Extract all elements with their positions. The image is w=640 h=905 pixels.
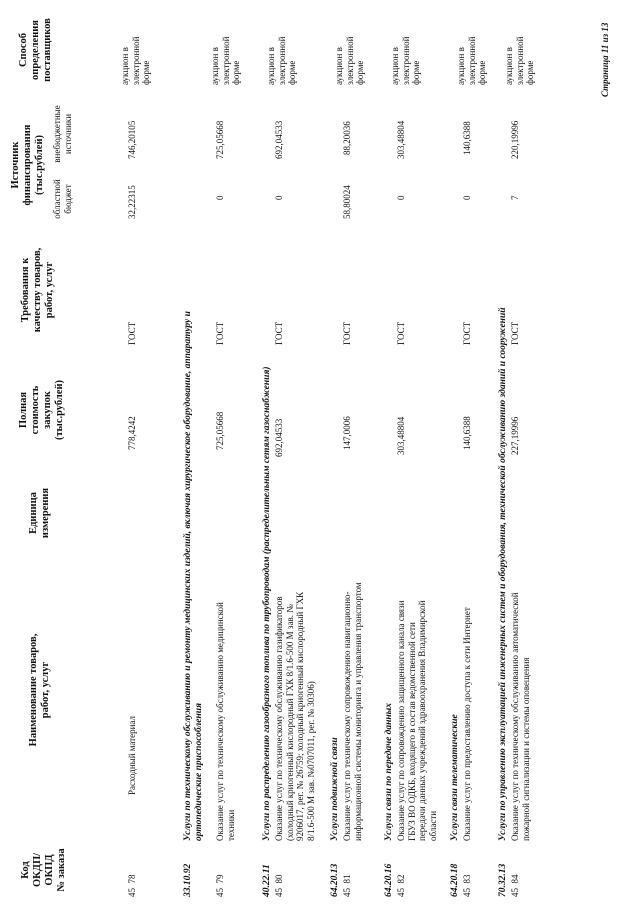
row-79-name: Оказание услуг по техническому обслуживанию медицинской техники (215, 602, 236, 841)
row-80-method: аукцион в электронной форме (266, 36, 297, 85)
header-source-regional: областной бюджет (52, 179, 73, 219)
row-82-code: 45 82 (396, 874, 406, 897)
row-80-total: 692,04533 (274, 418, 284, 457)
row-81-extra: 88,20036 (342, 121, 352, 155)
row-82-method: аукцион в электронной форме (390, 36, 421, 85)
row-84-method: аукцион в электронной форме (504, 36, 535, 85)
row-83-total: 140,6388 (462, 416, 472, 450)
row-79-quality: ГОСТ (215, 321, 225, 345)
section-title-33-10-92: Услуги по техническому обслуживанию и ремонту медицинских изделий, включая хирургическое оборудование, аппаратуру и ортопедические приспособления (183, 311, 204, 841)
header-source-extra: внебюджетные источники (52, 105, 73, 163)
row-84-quality: ГОСТ (510, 321, 520, 345)
row-78-quality: ГОСТ (127, 321, 137, 345)
row-81-code: 45 81 (342, 874, 352, 897)
section-code-64-20-18: 64.20.18 (450, 863, 460, 897)
section-code-64-20-16: 64.20.16 (384, 863, 394, 897)
row-81-quality: ГОСТ (342, 321, 352, 345)
header-quality: Требования к качеству товаров, работ, услуг (20, 247, 55, 333)
row-83-name: Оказание услуг по предоставлению доступа к сети Интернет (462, 607, 472, 841)
row-81-method: аукцион в электронной форме (334, 36, 365, 85)
section-title-70-32-13: Услуги по управлению эксплуатацией инженерных систем и оборудования, технической обслуживанию зданий и сооружений (498, 307, 508, 841)
section-title-64-20-16: Услуги связи по передаче данных (384, 702, 394, 841)
section-code-40-22-11: 40.22.11 (262, 864, 272, 897)
row-79-code: 45 79 (215, 874, 225, 897)
row-83-code: 45 83 (462, 874, 472, 897)
header-code: Код ОКДП/ ОКПД № заказа (20, 848, 67, 892)
section-code-33-10-92: 33.10.92 (183, 863, 193, 897)
row-79-total: 725,05668 (215, 411, 225, 450)
row-81-name: Оказание услуг по техническому сопровождению навигационно- информационной системы мониторинга и управления транспортом (342, 582, 363, 841)
section-title-40-22-11: Услуги по распределению газообразного топлива по трубопроводам (распределительным сетям газоснабжения) (262, 366, 272, 841)
row-84-extra: 220,19996 (510, 120, 520, 159)
row-79-extra: 725,05668 (215, 120, 225, 159)
row-80-regional: 0 (274, 195, 284, 200)
row-83-extra: 140,6388 (462, 121, 472, 155)
row-84-name: Оказание услуг по техническому обслуживанию автоматической пожарной сигнализации и системы оповещения (510, 592, 531, 841)
section-title-64-20-13: Услуги подвижной связи (330, 737, 340, 841)
section-title-64-20-18: Услуги связи телематические (450, 714, 460, 841)
header-unit: Единица измерения (28, 487, 51, 539)
row-80-extra: 692,04533 (274, 120, 284, 159)
row-78-method: аукцион в электронной форме (120, 36, 151, 85)
header-method: Способ определения поставщиков (18, 18, 53, 82)
row-78-code: 45 78 (127, 874, 137, 897)
header-name: Наименование товаров, работ, услуг (28, 633, 51, 747)
section-code-64-20-13: 64.20.13 (330, 863, 340, 897)
row-84-total: 227,19996 (510, 416, 520, 455)
row-82-extra: 303,48804 (396, 120, 406, 159)
row-79-regional: 0 (215, 195, 225, 200)
row-78-total: 778,4242 (127, 416, 137, 450)
page-footer: Страница 11 из 13 (600, 22, 610, 97)
row-82-regional: 0 (396, 195, 406, 200)
header-source: Источник финансирования (тыс.рублей) (10, 124, 45, 206)
row-78-name: Расходный материал (127, 716, 137, 795)
row-83-method: аукцион в электронной форме (456, 36, 487, 85)
row-82-total: 303,48804 (396, 416, 406, 455)
row-82-quality: ГОСТ (396, 321, 406, 345)
row-81-total: 147,0006 (342, 416, 352, 450)
row-84-code: 45 84 (510, 874, 520, 897)
row-80-quality: ГОСТ (274, 321, 284, 345)
row-79-method: аукцион в электронной форме (210, 36, 241, 85)
row-83-regional: 0 (462, 195, 472, 200)
row-78-extra: 746,20105 (127, 120, 137, 159)
row-82-name: Оказание услуг по сопровождению защищенного канала связи ГБУЗ ВО ОДКБ, входящего в состав ведомственной сети передачи данных учреждений здравоохранения Владимирской области (396, 600, 438, 841)
row-84-regional: 7 (510, 195, 520, 200)
header-total: Полная стоимость закупок (тыс.рублей) (18, 379, 65, 441)
section-code-70-32-13: 70.32.13 (498, 863, 508, 897)
row-80-name: Оказание услуг по техническому обслуживанию газификаторов (холодный криогенный кислородный ГХК 8/1.6-500 М зав. № 9206017, рег. № 26759; холодный криогенный кислородный ГХК 8/1.6-500 М зав. №0707011, рег. № 30306) (274, 591, 316, 841)
row-81-regional: 58,80024 (342, 185, 352, 219)
row-80-code: 45 80 (274, 874, 284, 897)
row-78-regional: 32,22315 (127, 185, 137, 219)
row-83-quality: ГОСТ (462, 321, 472, 345)
